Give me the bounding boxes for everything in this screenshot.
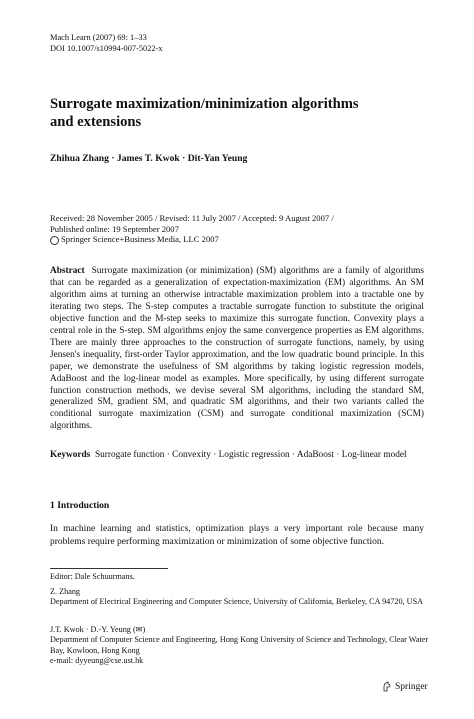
title-line-1: Surrogate maximization/minimization algorithms (50, 96, 359, 112)
footnote-rule (50, 568, 168, 569)
copyright-icon (50, 236, 59, 245)
affiliation-zhang (50, 587, 430, 608)
author-name-zhang: Z. Zhang (50, 587, 81, 596)
intro-paragraph: In machine learning and statistics, optimization plays a very important role because many problems require performing maximization or minimization of some objective function. (50, 524, 424, 547)
keywords (50, 450, 424, 462)
email: e-mail: dyyeung@cse.ust.hk (50, 655, 144, 665)
abstract-label: Abstract (50, 266, 85, 276)
abstract-text: Surrogate maximization (or minimization) (SM) algorithms are a family of algorithms that can be regarded as a generalization of expectation-maximization (EM) algorithms. An SM algorithm aims at turning an otherwise intractable maximization problem into a tractable one by iterating two steps. The S-step computes a tractable surrogate function to substitute the original objective function and the M-step seeks to maximize this surrogate function. Convexity plays a central role in the S-step. SM algorithms enjoy the same convergence properties as EM algorithms. There are mainly three approaches to the construction of surrogate functions, namely, by using Jensen's inequality, first-order Taylor approximation, and the low quadratic bound principle. In this paper, we demonstrate the usefulness of SM algorithms by taking logistic regression models, AdaBoost and the log-linear model as examples. More specifically, by using different surrogate function construction methods, we devise several SM algorithms, including the standard SM, generalized SM, gradient SM, and quadratic SM algorithms, and their two variants called the conditional surrogate maximization (CSM) and surrogate conditional maximization (SCM) algorithms. (50, 266, 424, 432)
authors: Zhihua Zhang · James T. Kwok · Dit-Yan Yeung (50, 153, 248, 164)
title-line-2: and extensions (50, 113, 142, 130)
keywords-text: Surrogate function · Convexity · Logistic regression · AdaBoost · Log-linear model (94, 450, 407, 460)
received-dates: Received: 28 November 2005 / Revised: 11 July 2007 / Accepted: 9 August 2007 / (50, 213, 334, 223)
journal-citation: Mach Learn (2007) 69: 1–33 (50, 33, 147, 42)
journal-header (50, 33, 163, 54)
paper-title (50, 96, 430, 131)
publication-dates (50, 213, 430, 245)
author-name-kwok-yeung: J.T. Kwok · D.-Y. Yeung (✉) (50, 625, 146, 634)
doi: DOI 10.1007/s10994-007-5022-x (50, 43, 163, 53)
editor-note: Editor: Dale Schuurmans. (50, 572, 135, 581)
affiliation-text-kwok-yeung: Department of Computer Science and Engineering, Hong Kong University of Science and Technology, Clear Water Bay, Kowloon, Hong Kong (50, 635, 429, 655)
copyright (50, 234, 430, 245)
abstract (50, 266, 424, 433)
springer-horse-icon (382, 681, 392, 692)
copyright-text: Springer Science+Business Media, LLC 2007 (61, 234, 219, 245)
affiliation-text-zhang: Department of Electrical Engineering and Computer Science, University of California, Berkeley, CA 94720, USA (50, 597, 424, 607)
published-online: Published online: 19 September 2007 (50, 223, 179, 234)
affiliation-kwok-yeung (50, 625, 430, 666)
keywords-label: Keywords (50, 450, 91, 460)
publisher-name: Springer (395, 681, 428, 692)
publisher-logo (382, 681, 428, 692)
section-heading: 1 Introduction (50, 500, 110, 511)
